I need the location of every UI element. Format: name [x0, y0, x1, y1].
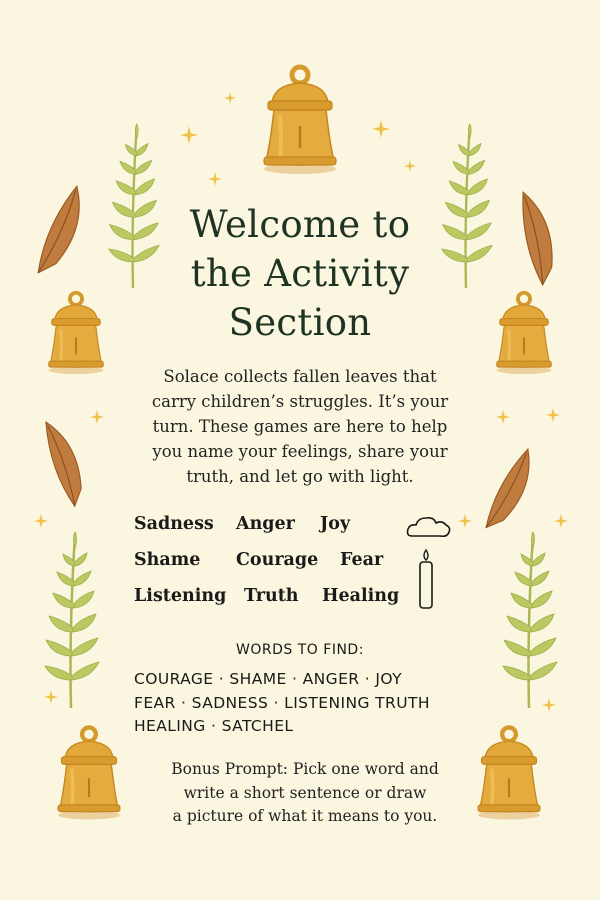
feeling-word: Courage — [236, 550, 319, 570]
bell-icon-bottom-right — [466, 717, 552, 829]
sparkle-icon — [90, 410, 104, 424]
intro-line: you name your feelings, share your — [152, 442, 448, 461]
feeling-words-grid — [134, 514, 414, 622]
bonus-line: a picture of what it means to you. — [172, 807, 438, 825]
words-to-find-list — [134, 668, 474, 739]
sparkle-icon — [496, 410, 510, 424]
intro-line: Solace collects fallen leaves that — [163, 367, 437, 386]
feeling-word: Listening — [134, 586, 227, 606]
sparkle-icon — [224, 92, 236, 104]
fern-icon-bottom-right — [498, 530, 560, 710]
intro-line: truth, and let go with light. — [186, 467, 414, 486]
bell-icon-bottom-left — [46, 717, 132, 829]
sparkle-icon — [34, 514, 48, 528]
leaf-icon-1 — [28, 178, 97, 285]
feeling-words-row — [134, 550, 414, 586]
sparkle-icon — [372, 120, 390, 138]
feeling-words-row — [134, 514, 414, 550]
bonus-line: Bonus Prompt: Pick one word and — [171, 760, 439, 778]
sparkle-icon — [458, 514, 472, 528]
sparkle-icon — [554, 514, 568, 528]
sparkle-icon — [542, 698, 556, 712]
sparkle-icon — [180, 126, 198, 144]
intro-line: turn. These games are here to help — [152, 417, 448, 436]
feeling-word: Joy — [320, 514, 351, 534]
words-to-find-heading: WORDS TO FIND: — [236, 642, 364, 658]
sparkle-icon — [44, 690, 58, 704]
cloud-icon — [406, 514, 452, 540]
feeling-word: Shame — [134, 550, 201, 570]
bell-icon-top — [250, 55, 350, 185]
sparkle-icon — [546, 408, 560, 422]
page-title — [100, 200, 500, 347]
leaf-icon-2 — [504, 184, 573, 291]
title-line: Section — [228, 301, 372, 344]
words-to-find-line: HEALING · SATCHEL — [134, 717, 294, 735]
title-line: the Activity — [190, 252, 410, 295]
bonus-prompt — [150, 758, 460, 829]
sparkle-icon — [208, 172, 222, 186]
words-to-find-line: FEAR · SADNESS · LISTENING TRUTH — [134, 693, 430, 712]
bonus-line: write a short sentence or draw — [183, 783, 427, 802]
intro-line: carry children’s struggles. It’s your — [151, 392, 449, 411]
fern-icon-bottom-left — [40, 530, 102, 710]
leaf-icon-3 — [28, 412, 102, 513]
feeling-word: Sadness — [134, 514, 214, 534]
sparkle-icon — [404, 160, 416, 172]
feeling-word: Anger — [236, 514, 295, 534]
candle-icon — [414, 548, 438, 612]
intro-paragraph — [124, 364, 476, 489]
leaf-icon-4 — [476, 440, 546, 541]
words-to-find-line: COURAGE · SHAME · ANGER · JOY — [134, 670, 403, 688]
feeling-word: Healing — [322, 586, 400, 606]
feeling-word: Fear — [340, 550, 384, 570]
feeling-words-row — [134, 586, 414, 622]
title-line: Welcome to — [189, 203, 411, 246]
feeling-word: Truth — [244, 586, 299, 606]
